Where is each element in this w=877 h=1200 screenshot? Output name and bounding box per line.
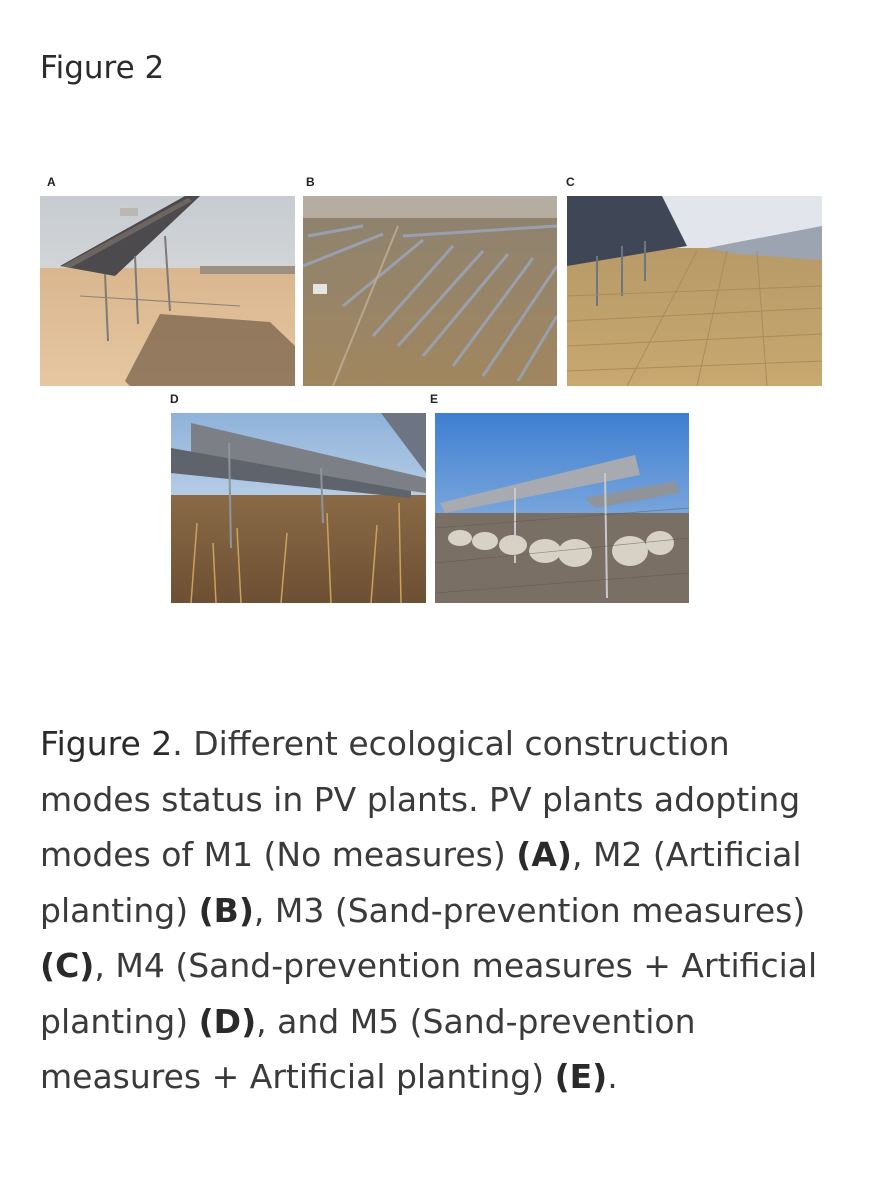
caption-lead: Figure 2 bbox=[40, 724, 173, 763]
caption-text-3: , M3 (Sand-prevention measures) bbox=[253, 890, 806, 930]
caption-ref-a: (A) bbox=[516, 835, 572, 874]
figure-heading: Figure 2 bbox=[40, 50, 165, 86]
photo-panel-d bbox=[171, 413, 426, 603]
photo-panel-c bbox=[567, 196, 822, 386]
panel-label-c: C bbox=[566, 175, 575, 189]
caption-text-5: , and M5 (Sand-prevention measures + Artificial planting) bbox=[40, 1001, 696, 1096]
panel-label-e: E bbox=[430, 392, 439, 406]
photo-panel-a bbox=[40, 196, 295, 386]
caption-ref-d: (D) bbox=[198, 1001, 257, 1041]
photo-panel-e bbox=[435, 413, 689, 603]
caption-text-2: , M2 (Artificial planting) bbox=[40, 835, 802, 930]
caption-ref-e: (E) bbox=[554, 1057, 608, 1096]
caption-text-4: , M4 (Sand-prevention measures + Artificial planting) bbox=[40, 946, 818, 1041]
caption-ref-b: (B) bbox=[198, 890, 254, 930]
photo-panel-b bbox=[303, 196, 557, 386]
caption-text-1: . Different ecological construction modes status in PV plants. PV plants adopting modes of M1 (No measures) bbox=[40, 724, 801, 874]
caption-ref-c: (C) bbox=[40, 946, 95, 985]
caption-text-6: . bbox=[607, 1057, 618, 1096]
figure-caption bbox=[40, 716, 840, 1105]
panel-label-d: D bbox=[170, 392, 179, 406]
panel-label-a: A bbox=[47, 175, 56, 189]
panel-label-b: B bbox=[306, 175, 315, 189]
